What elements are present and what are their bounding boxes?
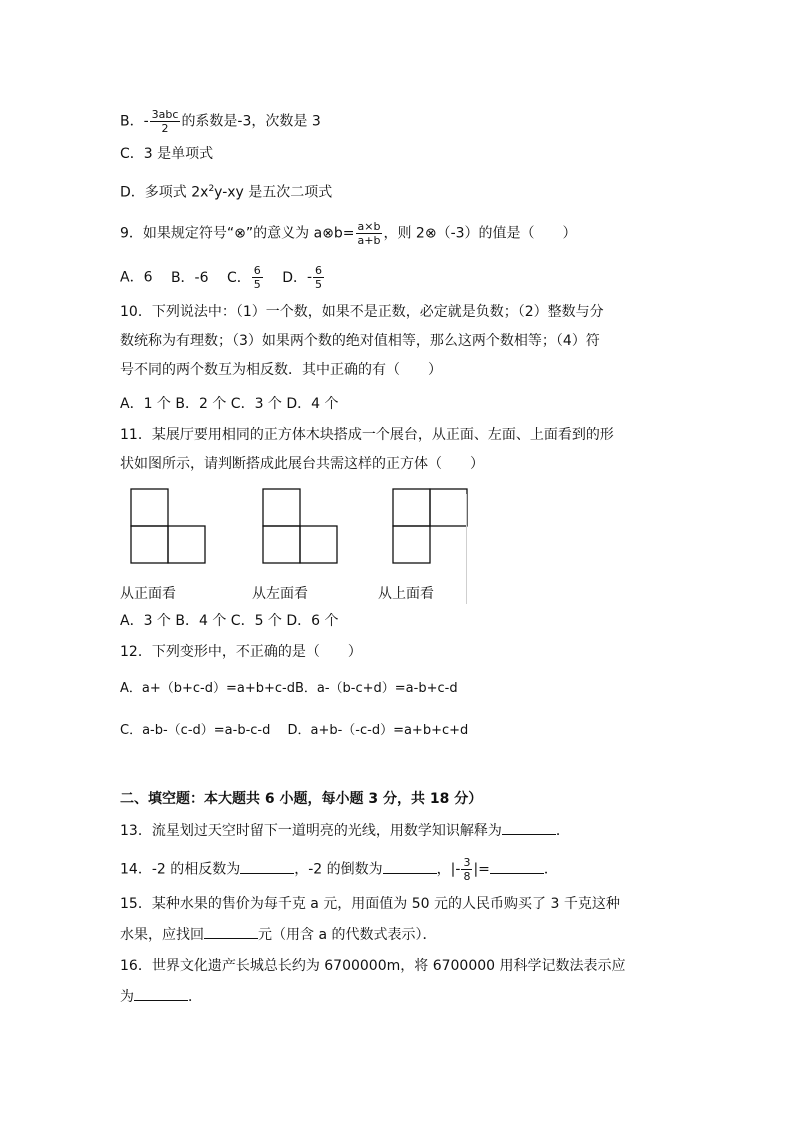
- q8-option-c: C．3 是单项式: [120, 146, 214, 162]
- q8-b-prefix: B．-: [120, 113, 149, 130]
- q14-blank-2: [383, 859, 437, 874]
- q8-option-d: [120, 179, 332, 203]
- q15-blank: [204, 924, 258, 939]
- q14-p2: ，-2 的倒数为: [294, 861, 383, 878]
- q8-b-suffix: 的系数是-3，次数是 3: [181, 113, 321, 130]
- q10-line2: 数统称为有理数；（3）如果两个数的绝对值相等，那么这两个数相等；（4）符: [120, 333, 600, 349]
- top-view-figure: [392, 488, 468, 564]
- q14-blank-3: [490, 859, 544, 874]
- q9-opt-c-num: 6: [253, 264, 261, 277]
- q15-line2: [120, 924, 436, 945]
- q9-stem: [120, 220, 577, 247]
- q16-blank: [134, 986, 188, 1001]
- front-view-figure: [130, 488, 206, 564]
- section2-heading: 二、填空题：本大题共 6 小题，每小题 3 分，共 18 分）: [120, 791, 483, 807]
- q14-p3: ，|-: [436, 861, 461, 878]
- q16-line1: 16．世界文化遗产长城总长约为 6700000m，将 6700000 用科学记数法表示应: [120, 958, 626, 974]
- q9-stem-suffix: ，则 2⊗（-3）的值是（ ）: [383, 225, 577, 242]
- caption-front: 从正面看: [120, 586, 176, 602]
- q8-b-num: 3abc: [151, 108, 179, 121]
- q14-fraction: [461, 856, 472, 883]
- q14-num: 3: [463, 856, 471, 869]
- caption-top: 从上面看: [378, 586, 434, 602]
- q13-end: ．: [555, 823, 570, 839]
- q9-opt-d-label: D．: [282, 269, 307, 286]
- q8-d-prefix: D．多项式 2x: [120, 184, 209, 201]
- q15-line1: 15．某种水果的售价为每千克 a 元，用面值为 50 元的人民币购买了 3 千克这种: [120, 896, 620, 912]
- q10-line1: 10．下列说法中：（1）一个数，如果不是正数，必定就是负数；（2）整数与分: [120, 304, 604, 320]
- q8-option-b: [120, 108, 321, 135]
- q9-opt-c-den: 5: [253, 278, 261, 291]
- q11-line2: 状如图所示，请判断搭成此展台共需这样的正方体（ ）: [120, 456, 484, 472]
- q11-options: A．3 个 B．4 个 C．5 个 D．6 个: [120, 613, 339, 629]
- q14: [120, 856, 558, 883]
- q8-b-den: 2: [161, 122, 169, 135]
- q9-stem-prefix: 9．如果规定符号“⊗”的意义为 a⊗b=: [120, 225, 355, 242]
- q9-num: a×b: [357, 220, 381, 233]
- q16-line2: [120, 986, 202, 1007]
- q9-opt-b: B．-6: [170, 269, 209, 286]
- q13-blank: [502, 820, 556, 835]
- q12-options-cd: C．a-b-（c-d）=a-b-c-d D．a+b-（-c-d）=a+b+c+d: [120, 723, 469, 738]
- caption-left: 从左面看: [252, 586, 308, 602]
- q16-line2-a: 为: [120, 989, 134, 1005]
- q14-end: ．: [543, 861, 558, 878]
- q9-den: a+b: [357, 234, 381, 247]
- figure-divider: [466, 494, 467, 604]
- q14-p1: 14．-2 的相反数为: [120, 861, 241, 878]
- q11-line1: 11．某展厅要用相同的正方体木块搭成一个展台，从正面、左面、上面看到的形: [120, 427, 614, 443]
- q9-opt-c-frac: [252, 264, 263, 291]
- q9-opt-a: A．6: [120, 269, 153, 286]
- q10-options: A．1 个 B．2 个 C．3 个 D．4 个: [120, 396, 339, 412]
- q9-opt-d-sign: -: [306, 269, 313, 286]
- q12-options-ab: A．a+（b+c-d）=a+b+c-dB．a-（b-c+d）=a-b+c-d: [120, 681, 458, 696]
- q16-end: ．: [188, 989, 202, 1005]
- q8-b-fraction: [150, 108, 181, 135]
- q14-den: 8: [463, 870, 471, 883]
- q14-blank-1: [240, 859, 294, 874]
- q15-line2-a: 水果，应找回: [120, 927, 204, 943]
- q13: [120, 820, 570, 841]
- q8-d-sup: 2: [208, 184, 215, 194]
- q9-opt-d-frac: [313, 264, 324, 291]
- q10-line3: 号不同的两个数互为相反数．其中正确的有（ ）: [120, 362, 442, 378]
- left-view-figure: [262, 488, 338, 564]
- q9-opt-c-label: C．: [226, 269, 251, 286]
- q9-fraction: [356, 220, 383, 247]
- q12-stem: 12．下列变形中，不正确的是（ ）: [120, 644, 362, 660]
- q8-d-suffix: y-xy 是五次二项式: [214, 184, 333, 201]
- q9-opt-d-num: 6: [315, 264, 323, 277]
- q9-opt-d-den: 5: [315, 278, 323, 291]
- q9-options: [120, 264, 325, 291]
- q13-text: 13．流星划过天空时留下一道明亮的光线，用数学知识解释为: [120, 823, 502, 839]
- q15-line2-b: 元（用含 a 的代数式表示）．: [258, 927, 437, 943]
- q14-p4: |=: [473, 861, 490, 878]
